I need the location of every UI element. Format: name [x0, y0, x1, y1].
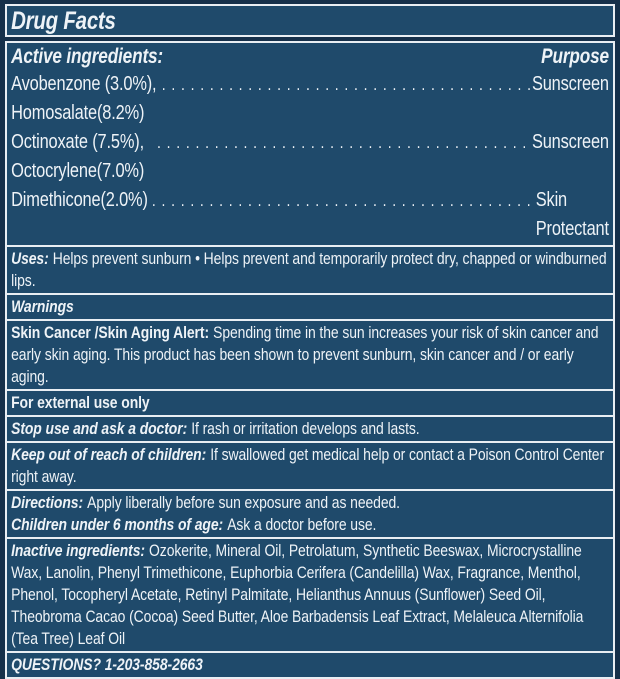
uses-lead: Uses: [11, 249, 49, 268]
questions-phone: QUESTIONS? 1-203-858-2663 [11, 655, 203, 674]
drug-facts-title-box [5, 4, 615, 37]
directions-text [11, 492, 609, 514]
questions-section [7, 651, 613, 677]
skin-cancer-alert-lead: Skin Cancer /Skin Aging Alert: [11, 323, 210, 342]
active-ingredient-row [11, 128, 609, 186]
dot-leader [158, 70, 532, 99]
ingredient-name: Avobenzone (3.0%), Homosalate(8.2%) [11, 73, 157, 124]
inactive-ingredients-text [11, 540, 609, 650]
purpose-heading: Purpose [541, 45, 609, 68]
drug-facts-title: Drug Facts [11, 7, 116, 35]
uses-section [7, 245, 613, 293]
active-ingredients-heading: Active ingredients: [11, 45, 164, 68]
stop-use-section [7, 415, 613, 441]
stop-use-text [11, 418, 609, 440]
inactive-ingredients-section [7, 537, 613, 651]
inactive-ingredients-lead: Inactive ingredients: [11, 541, 145, 560]
active-ingredients-header-row [11, 44, 609, 70]
uses-body: Helps prevent sunburn • Helps prevent and temporarily protect dry, chapped or windburned lips. [11, 249, 607, 290]
dot-leader [153, 128, 532, 157]
children-under-6-text [11, 514, 609, 536]
inactive-ingredients-body: Ozokerite, Mineral Oil, Petrolatum, Synthetic Beeswax, Microcrystalline Wax, Lanolin, Phenyl Trimethicone, Euphorbia Cerifera (Candelilla) Wax, Fragrance, Menthol, Phenol, Tocopheryl Acetate, Retinyl Palmitate, Helianthus Annuus (Sunflower) Seed Oil, Theobroma Cacao (Cocoa) Seed Butter, Aloe Barbadensis Leaf Extract, Melaleuca Alternifolia (Tea Tree) Leaf Oil [11, 541, 584, 648]
keep-out-text [11, 444, 609, 488]
active-ingredient-row [11, 70, 609, 128]
children-under-6-body: Ask a doctor before use. [227, 515, 377, 534]
warnings-heading-section [7, 293, 613, 319]
skin-cancer-alert-body: Spending time in the sun increases your risk of skin cancer and early skin aging. This product has been shown to prevent sunburn, skin cancer and / or early aging. [11, 323, 599, 386]
dot-leader [148, 186, 536, 215]
stop-use-body: If rash or irritation develops and lasts. [191, 419, 420, 438]
warnings-heading: Warnings [11, 297, 74, 316]
keep-out-body: If swallowed get medical help or contact a Poison Control Center right away. [11, 445, 605, 486]
children-under-6-lead: Children under 6 months of age: [11, 515, 224, 534]
stop-use-lead: Stop use and ask a doctor: [11, 419, 188, 438]
active-ingredient-row [11, 186, 609, 244]
drug-facts-body-box [5, 41, 615, 679]
ingredient-name: Dimethicone(2.0%) [11, 189, 148, 211]
keep-out-of-reach-section [7, 441, 613, 489]
uses-text [11, 248, 609, 292]
directions-lead: Directions: [11, 493, 84, 512]
ingredient-purpose: Skin Protectant [535, 189, 609, 240]
ingredient-name: Octinoxate (7.5%), Octocrylene(7.0%) [11, 131, 145, 182]
external-use-text: For external use only [11, 393, 150, 412]
ingredient-purpose: Sunscreen [531, 131, 609, 153]
directions-body: Apply liberally before sun exposure and as needed. [87, 493, 400, 512]
skin-cancer-alert-text [11, 322, 609, 388]
skin-cancer-alert-section [7, 319, 613, 389]
ingredient-purpose: Sunscreen [531, 73, 609, 95]
external-use-section [7, 389, 613, 415]
keep-out-lead: Keep out of reach of children: [11, 445, 207, 464]
active-ingredients-section [7, 43, 613, 245]
directions-section [7, 489, 613, 537]
